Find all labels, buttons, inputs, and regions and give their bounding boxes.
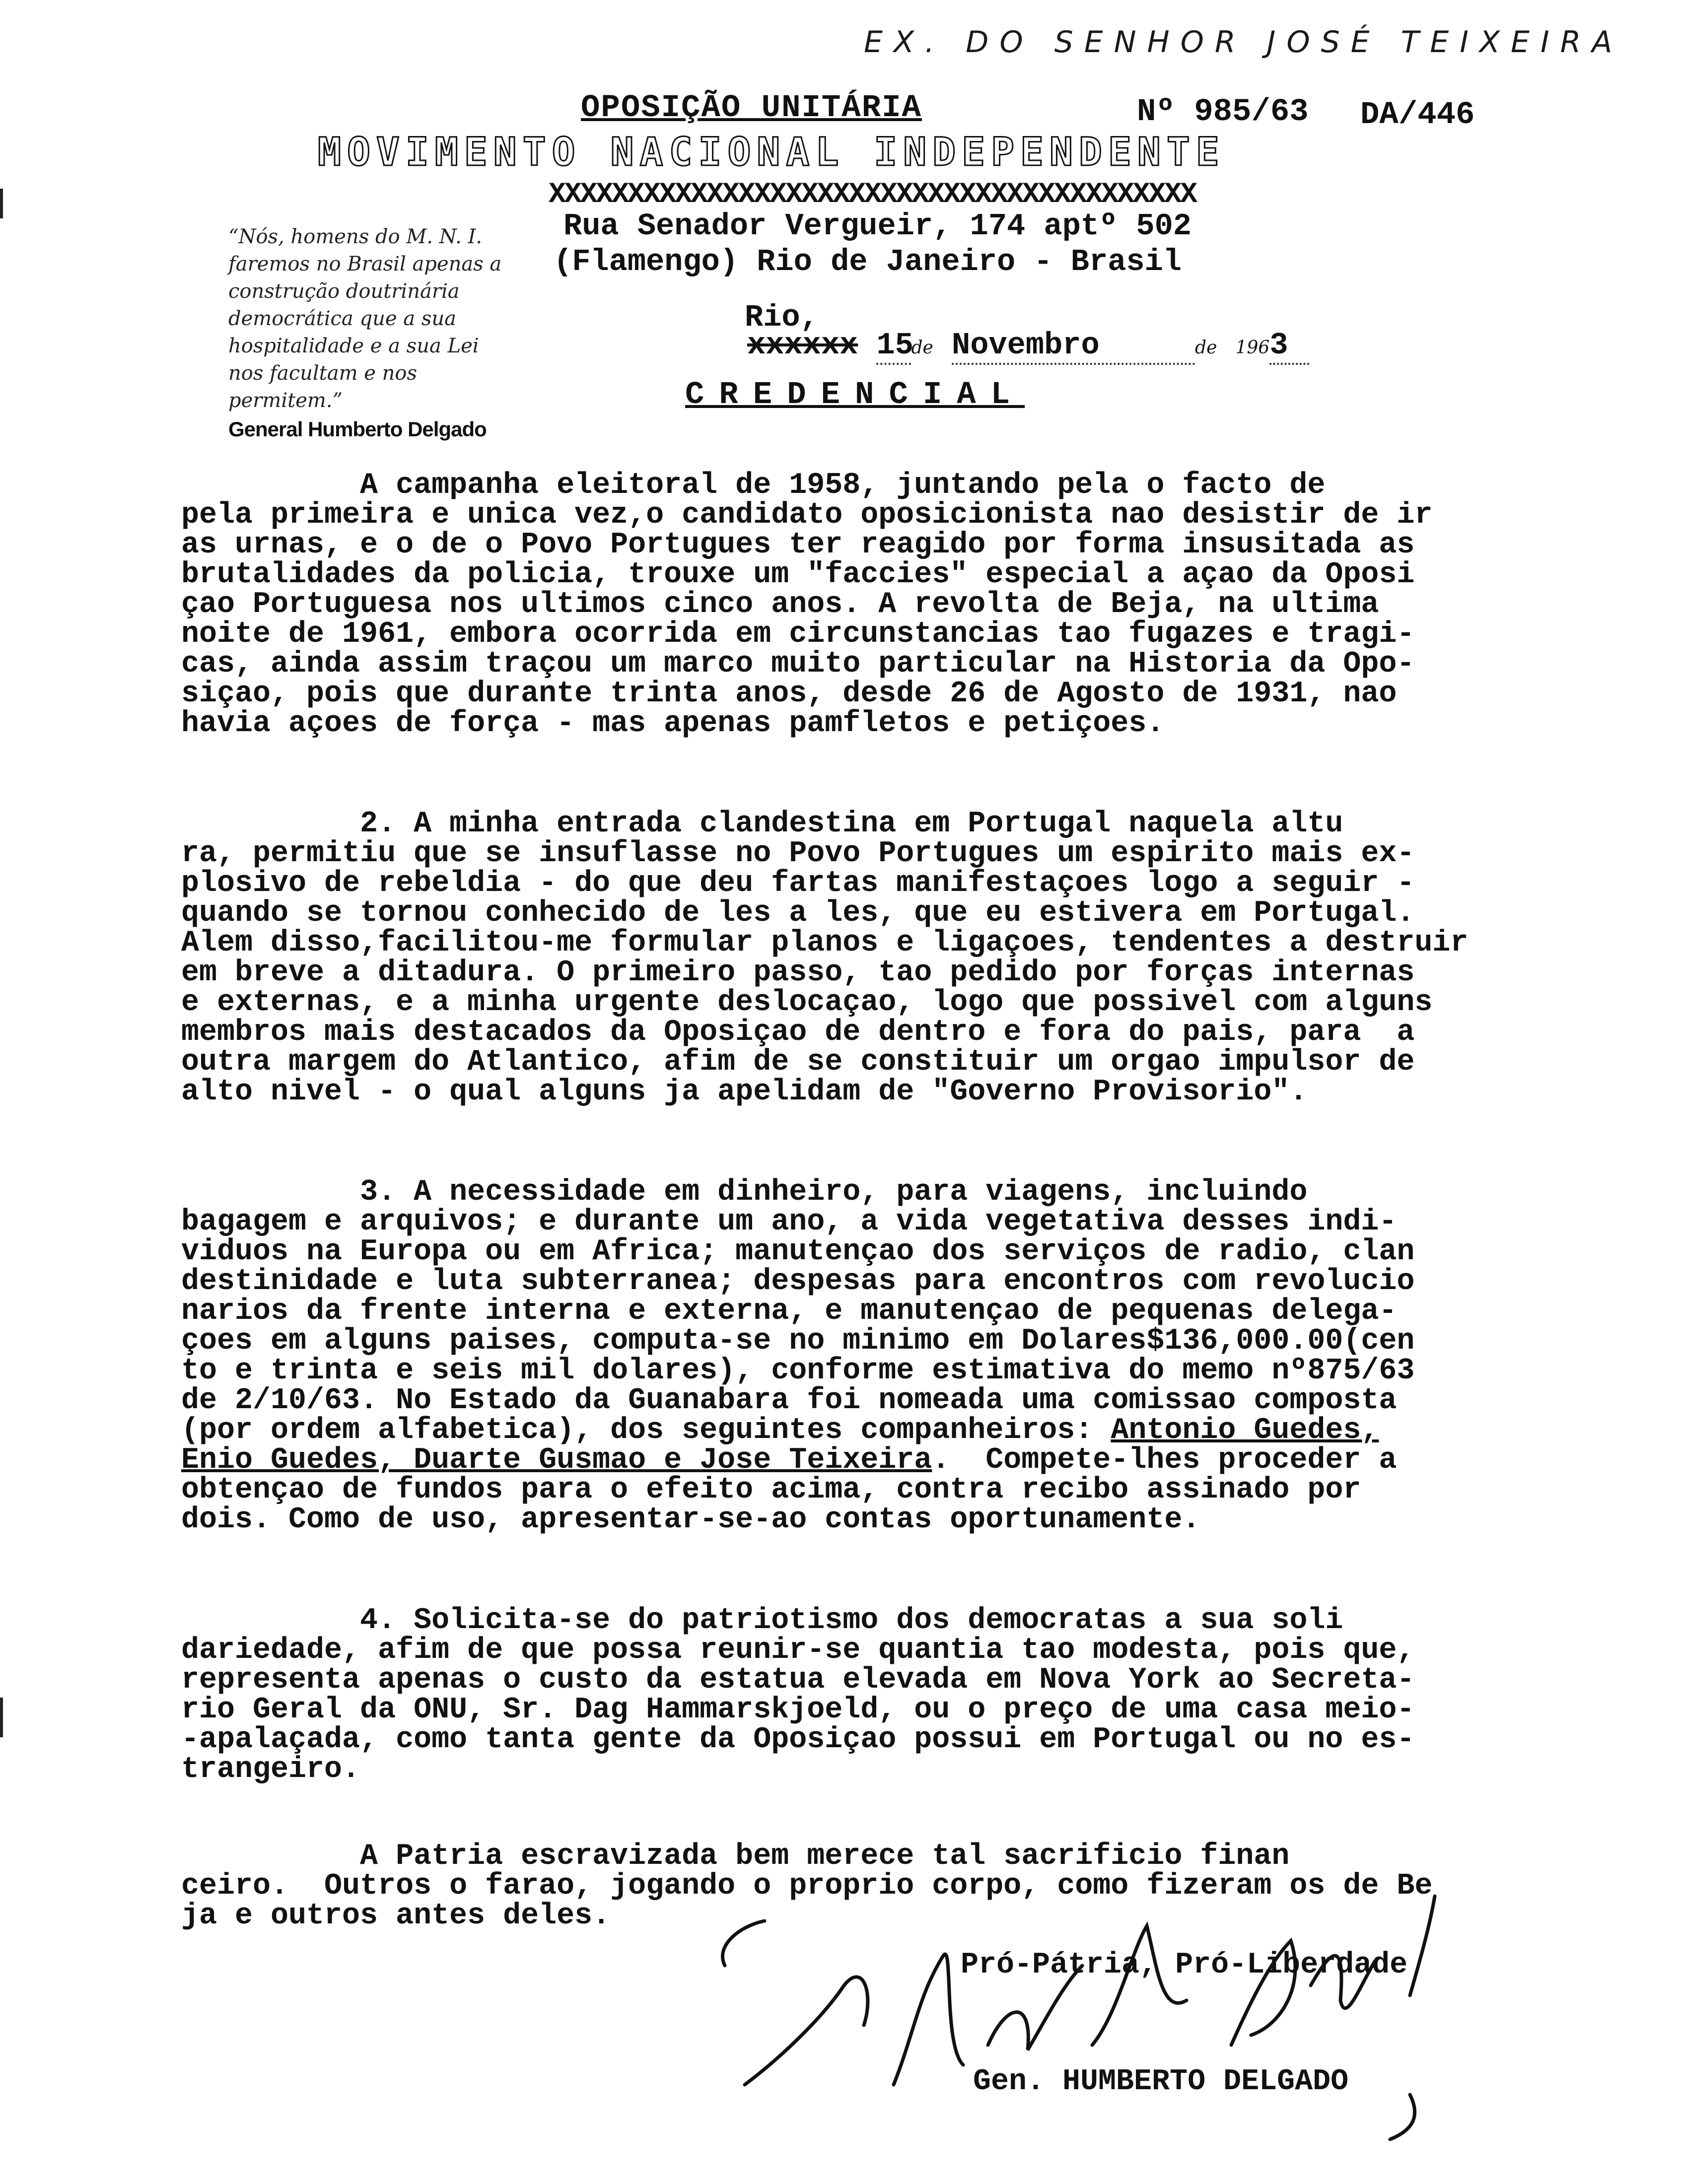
paragraph-2 <box>181 809 1468 1107</box>
text-line: A campanha eleitoral de 1958, juntando pela o facto de <box>181 469 1326 502</box>
text-line: dariedade, afim de que possa reunir-se quantia tao modesta, pois que, <box>181 1634 1415 1667</box>
signature-stroke <box>1231 1941 1295 2045</box>
date-year-prefix: 196 <box>1235 338 1270 358</box>
closing-salutation: Pró-Pátria, Pró-Liberdade <box>961 1948 1408 1982</box>
text-line: narios da frente interna e externa, e manutençao de pequenas delega- <box>181 1295 1397 1328</box>
text-line: trangeiro. <box>181 1753 360 1786</box>
text-line: 3. A necessidade em dinheiro, para viagens, incluindo <box>181 1175 1308 1209</box>
text-line: noite de 1961, embora ocorrida em circunstancias tao fugazes e tragi- <box>181 617 1415 651</box>
quote-author: General Humberto Delgado <box>228 417 487 441</box>
paragraph-3 <box>181 1177 1414 1535</box>
date-de-2: de <box>1195 338 1217 358</box>
paragraph-4 <box>181 1606 1414 1784</box>
text-line <box>181 1445 1414 1475</box>
date-year-digit: 3 <box>1269 328 1309 365</box>
date-de-1: de <box>911 338 933 358</box>
movement-title: MOVIMENTO NACIONAL INDEPENDENTE <box>318 130 1225 175</box>
text-line: -apalaçada, como tanta gente da Oposiçao possui em Portugal ou no es- <box>181 1723 1415 1757</box>
text-line: as urnas, e o de o Povo Portugues ter reagido por forma insusitada as <box>181 528 1415 562</box>
signature-stroke <box>1390 2095 1415 2139</box>
text-line: viduos na Europa ou em Africa; manutençao dos serviços de radio, clan <box>181 1235 1415 1269</box>
address-line-1: Rua Senador Vergueir, 174 aptº 502 <box>563 208 1192 244</box>
text-line: çao Portuguesa nos ultimos cinco anos. A revolta de Beja, na ultima <box>181 588 1379 621</box>
signature-stroke <box>745 1977 868 2085</box>
text-line: quando se tornou conhecido de les a les, que eu estivera em Portugal. <box>181 896 1415 930</box>
scan-mark <box>0 1698 3 1737</box>
signature-stroke <box>722 1921 765 1966</box>
commission-names-1: Antonio Guedes, <box>1111 1414 1379 1447</box>
text-line: 4. Solicita-se do patriotismo dos democratas a sua soli <box>181 1604 1343 1638</box>
text-line: to e trinta e seis mil dolares), conforme estimativa do memo nº875/63 <box>181 1354 1415 1388</box>
text-line: de 2/10/63. No Estado da Guanabara foi nomeada uma comissao composta <box>181 1384 1397 1418</box>
text-segment: (por ordem alfabetica), dos seguintes companheiros: <box>181 1414 1111 1447</box>
text-segment: . Compete-lhes proceder a <box>932 1443 1397 1477</box>
date-line <box>747 328 1309 365</box>
signature-stroke <box>1311 1956 1375 2008</box>
text-line: obtençao de fundos para o efeito acima, contra recibo assinado por <box>181 1473 1361 1507</box>
signature-stroke <box>1410 1896 1435 1995</box>
date-struck: xxxxxx <box>747 328 858 363</box>
text-line: ja e outros antes deles. <box>181 1899 611 1933</box>
text-line: A Patria escravizada bem merece tal sacrificio finan <box>181 1840 1290 1873</box>
text-line: havia açoes de força - mas apenas pamfletos e petiçoes. <box>181 707 1165 741</box>
date-month: Novembro <box>952 328 1195 365</box>
signature-stroke <box>988 1966 1082 2050</box>
text-line: e externas, e a minha urgente deslocaçao, logo que possivel com alguns <box>181 986 1433 1020</box>
text-line: dois. Como de uso, apresentar-se-ao contas oportunamente. <box>181 1503 1200 1537</box>
document-title: CREDENCIAL <box>685 377 1025 413</box>
text-line: membros mais destacados da Oposiçao de dentro e fora do pais, para a <box>181 1016 1415 1049</box>
signature-stroke <box>1092 1926 1187 2045</box>
struck-out-line: XXXXXXXXXXXXXXXXXXXXXXXXXXXXXXXXXXXXXXXXX <box>549 179 1196 211</box>
text-line: brutalidades da policia, trouxe um "faccies" especial a açao da Oposi <box>181 558 1415 592</box>
address-line-2: (Flamengo) Rio de Janeiro - Brasil <box>554 244 1182 279</box>
document-number: Nº 985/63 <box>1137 94 1309 130</box>
text-line <box>181 1416 1414 1445</box>
date-day: 15 <box>876 328 911 365</box>
organization-title: OPOSIÇÃO UNITÁRIA <box>581 90 922 126</box>
signatory-name: Gen. HUMBERTO DELGADO <box>973 2065 1349 2099</box>
text-line: em breve a ditadura. O primeiro passo, tao pedido por forças internas <box>181 956 1415 990</box>
text-line: çoes em alguns paises, computa-se no minimo em Dolares$136,000.00(cen <box>181 1324 1415 1358</box>
handwritten-note: EX. DO SENHOR JOSÉ TEIXEIRA <box>864 25 1623 60</box>
quote-block <box>228 223 516 441</box>
text-line: plosivo de rebeldia - do que deu fartas manifestaçoes logo a seguir - <box>181 867 1415 900</box>
paragraph-1 <box>181 471 1432 739</box>
text-line: ceiro. Outros o farao, jogando o proprio corpo, como fizeram os de Be <box>181 1869 1433 1903</box>
text-line: rio Geral da ONU, Sr. Dag Hammarskjoeld, ou o preço de uma casa meio- <box>181 1693 1415 1727</box>
commission-names-2: Enio Guedes, Duarte Gusmao e Jose Teixeira <box>181 1443 932 1477</box>
text-line: cas, ainda assim traçou um marco muito particular na Historia da Opo- <box>181 647 1415 681</box>
text-line: siçao, pois que durante trinta anos, desde 26 de Agosto de 1931, nao <box>181 677 1397 711</box>
signature-stroke <box>894 1954 963 2085</box>
text-line: Alem disso,facilitou-me formular planos e ligaçoes, tendentes a destruir <box>181 926 1469 960</box>
quote-text: “Nós, homens do M. N. I. faremos no Brasil apenas a construção doutrinária democrática que a sua hospitalidade e a sua Lei nos facultam e nos permitem.” <box>228 225 502 412</box>
text-line: destinidade e luta subterranea; despesas para encontros com revolucio <box>181 1265 1415 1298</box>
text-line: alto nivel - o qual alguns ja apelidam de "Governo Provisorio". <box>181 1075 1308 1109</box>
text-line: ra, permitiu que se insuflasse no Povo Portugues um espirito mais ex- <box>181 837 1415 871</box>
text-line: pela primeira e unica vez,o candidato oposicionista nao desistir de ir <box>181 498 1433 532</box>
date-city: Rio, <box>745 300 819 335</box>
text-line: outra margem do Atlantico, afim de se constituir um orgao impulsor de <box>181 1045 1415 1079</box>
text-line: bagagem e arquivos; e durante um ano, a vida vegetativa desses indi- <box>181 1205 1397 1239</box>
scan-mark <box>0 189 3 218</box>
da-code: DA/446 <box>1360 97 1475 133</box>
text-line: 2. A minha entrada clandestina em Portugal naquela altu <box>181 807 1343 841</box>
text-line: representa apenas o custo da estatua elevada em Nova York ao Secreta- <box>181 1663 1415 1697</box>
